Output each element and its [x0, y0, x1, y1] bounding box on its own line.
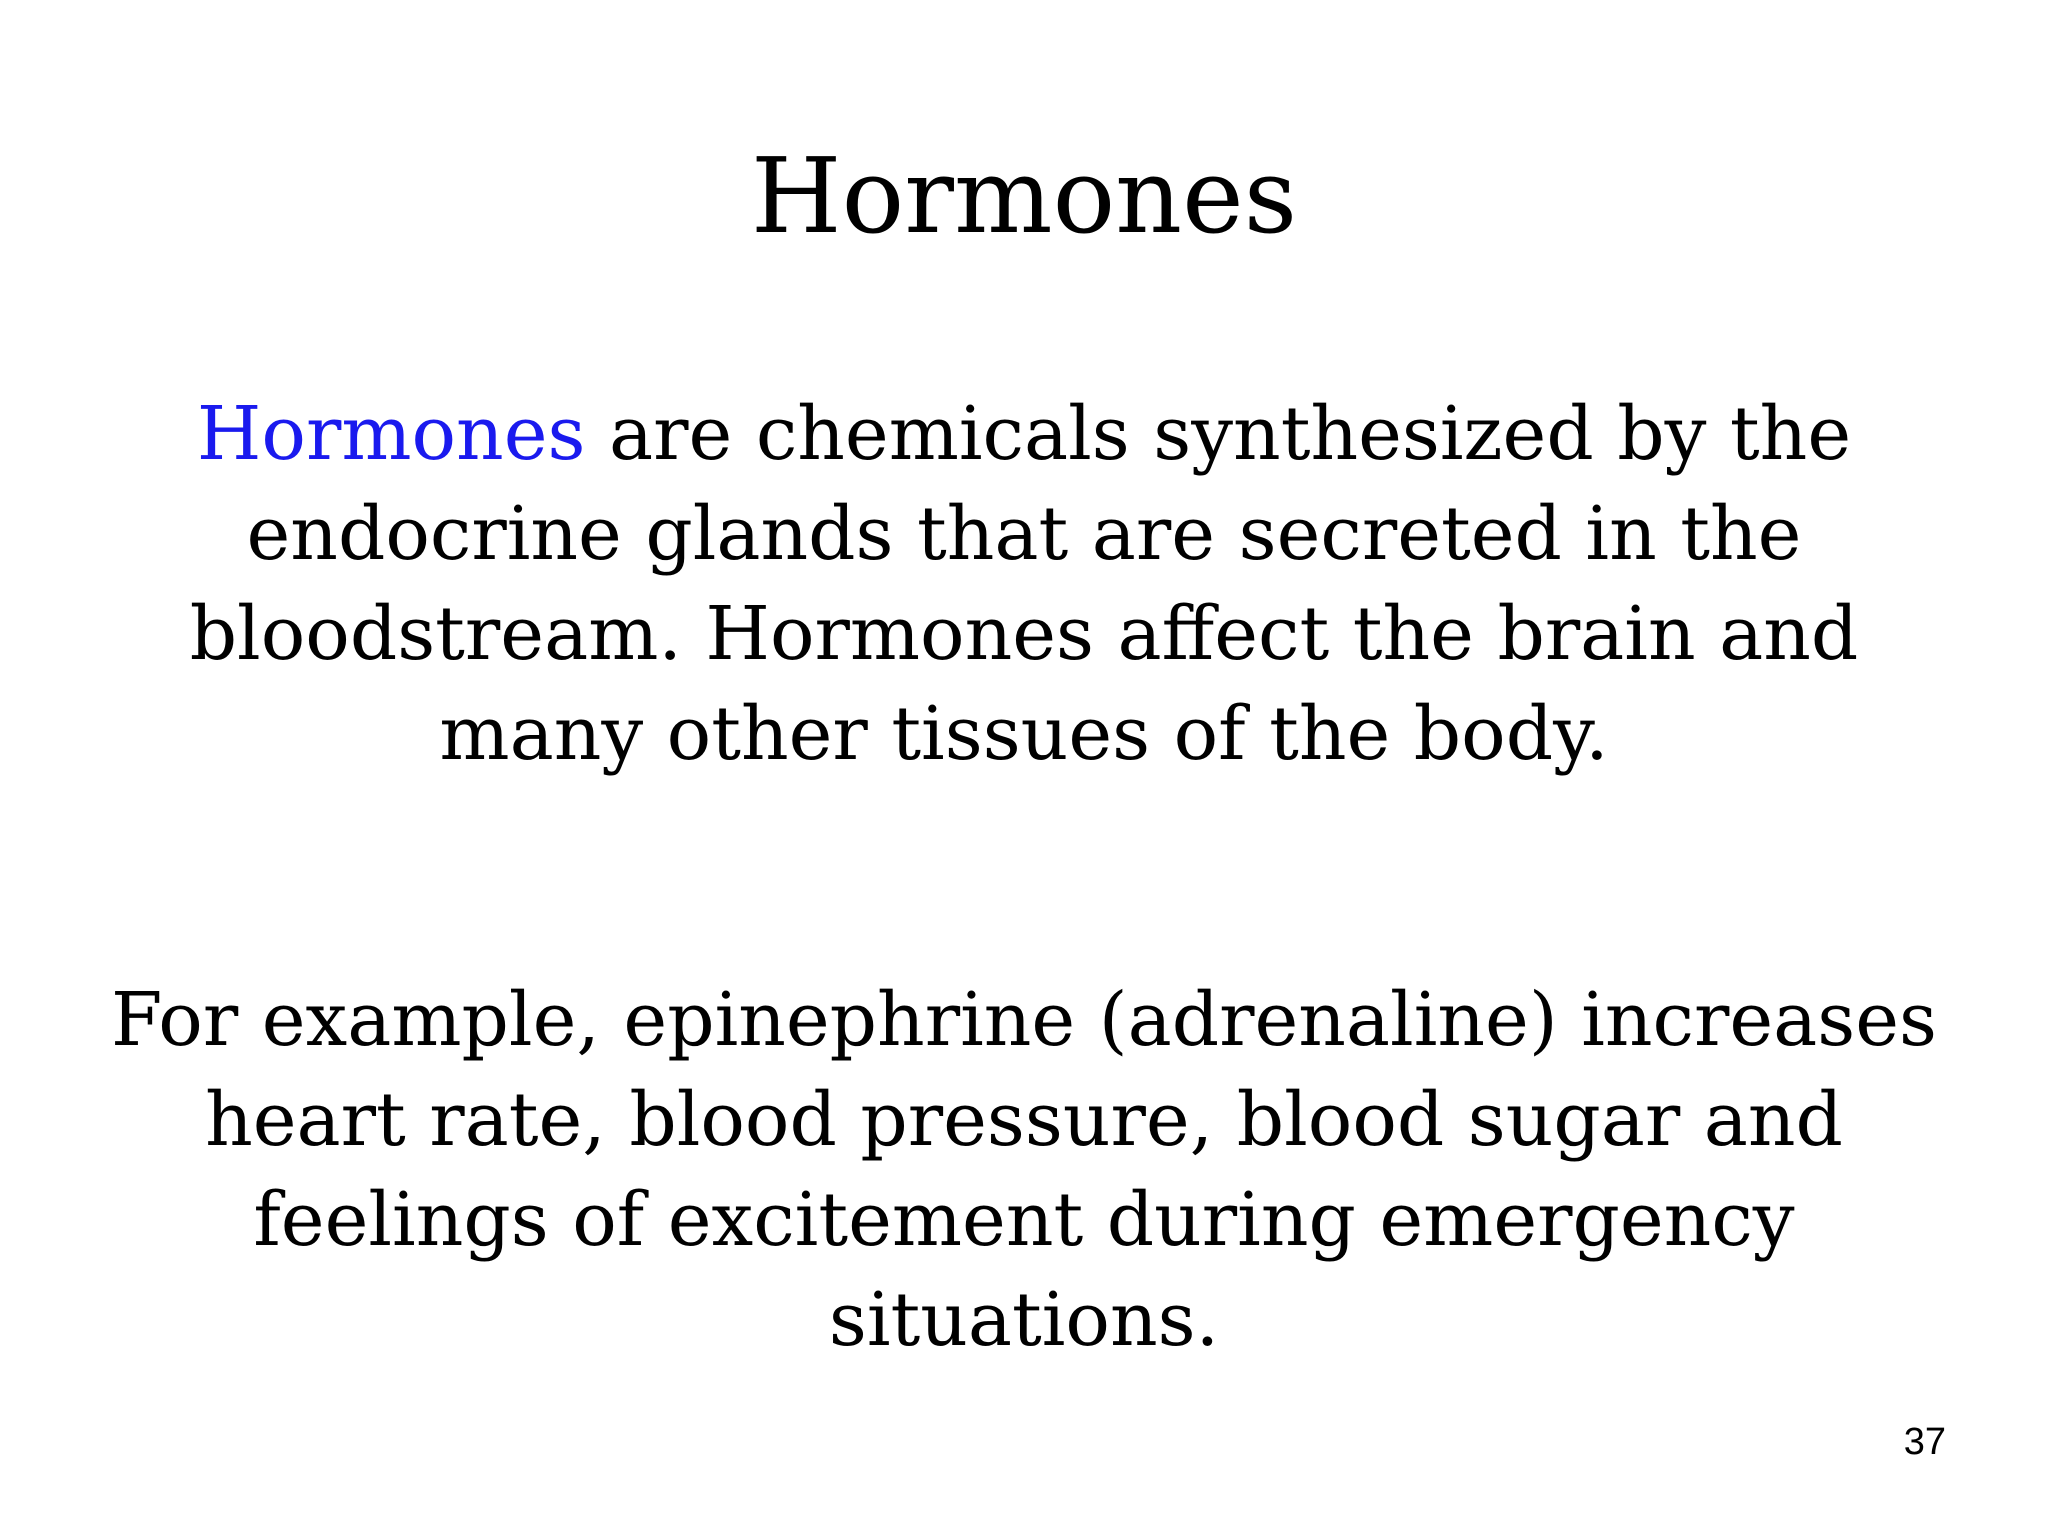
definition-text: are chemicals synthesized by the endocrine glands that are secreted in the bloodstream. Hormones affect the brain and many other tissues of the body.	[189, 391, 1859, 777]
slide-title: Hormones	[750, 135, 1298, 257]
definition-paragraph	[110, 384, 1938, 784]
example-paragraph: For example, epinephrine (adrenaline) increases heart rate, blood pressure, blood sugar and feelings of excitement during emergency situations.	[110, 977, 1938, 1363]
highlighted-term: Hormones	[196, 391, 586, 477]
page-number: 37	[1903, 1421, 1946, 1463]
